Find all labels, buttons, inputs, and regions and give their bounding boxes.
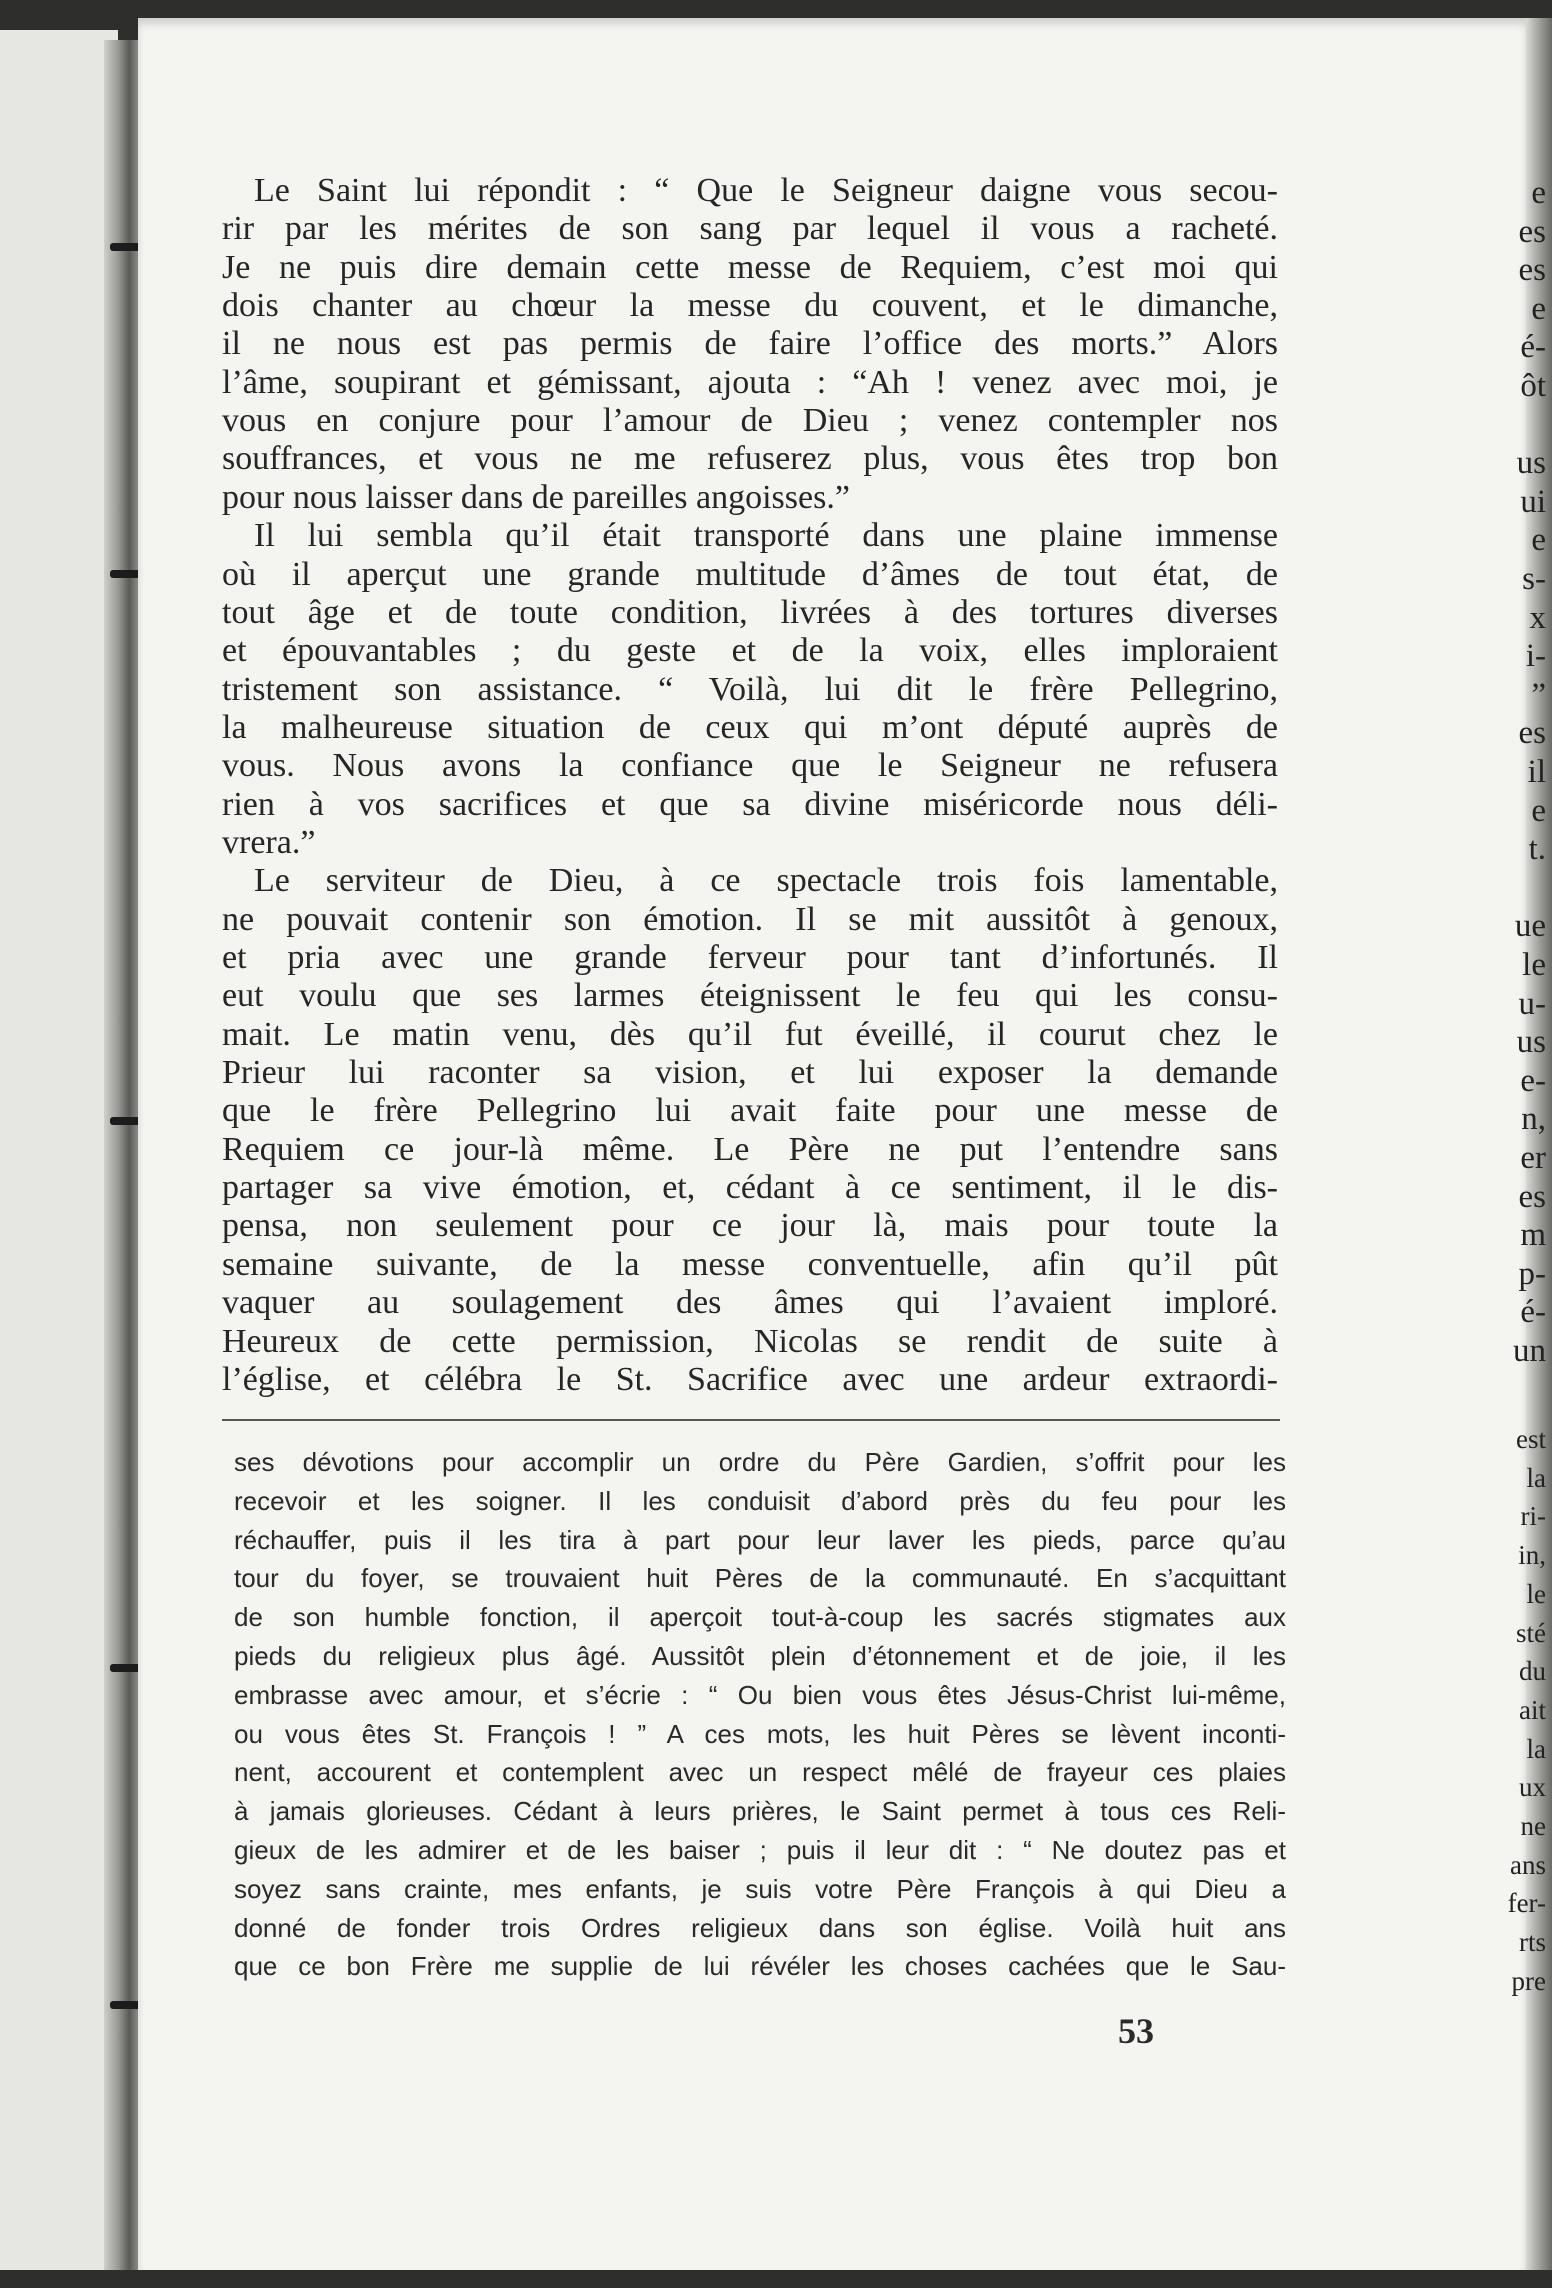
body-line: mait. Le matin venu, dès qu’il fut éveillé, il courut chez le <box>222 1015 1278 1053</box>
left-page-line: e- <box>1520 1062 1546 1099</box>
footnote-line: ou vous êtes St. François ! ” A ces mots, les huit Pères se lèvent inconti- <box>234 1718 1286 1749</box>
body-line: vous. Nous avons la confiance que le Seigneur ne refusera <box>222 747 1278 785</box>
left-page-footnote-line: fer- <box>1507 1888 1546 1919</box>
body-line: Heureux de cette permission, Nicolas se rendit de suite à <box>222 1322 1278 1360</box>
body-line: semaine suivante, de la messe conventuelle, afin qu’il pût <box>222 1245 1278 1283</box>
body-line: tristement son assistance. “ Voilà, lui dit le frère Pellegrino, <box>222 670 1278 708</box>
body-line: vaquer au soulagement des âmes qui l’avaient imploré. <box>222 1284 1278 1322</box>
footnote-line: gieux de les admirer et de les baiser ; puis il leur dit : “ Ne doutez pas et <box>234 1835 1286 1865</box>
left-page-footnote-line: in, <box>1518 1540 1546 1571</box>
left-page-footnote-line: la <box>1526 1462 1546 1493</box>
left-page-line: il <box>1527 754 1546 790</box>
left-page-line: us <box>1516 1024 1546 1061</box>
footnote-line: ses dévotions pour accomplir un ordre du Père Gardien, s’offrit pour les <box>234 1447 1286 1477</box>
left-page-line: p- <box>1518 1255 1546 1292</box>
left-page-line: i- <box>1525 638 1546 675</box>
body-line: que le frère Pellegrino lui avait faite pour une messe de <box>222 1092 1278 1130</box>
left-page-footnote-line: ux <box>1519 1772 1546 1803</box>
body-line: eut voulu que ses larmes éteignissent le feu qui les consu- <box>222 977 1278 1015</box>
body-line: où il aperçut une grande multitude d’âmes de tout état, de <box>222 555 1278 593</box>
left-page-line: e <box>1531 290 1546 327</box>
body-line: pensa, non seulement pour ce jour là, mais pour toute la <box>222 1207 1278 1245</box>
left-page-line: es <box>1518 213 1546 250</box>
body-line: Requiem ce jour-là même. Le Père ne put l’entendre sans <box>222 1130 1278 1168</box>
footnote-line: donné de fonder trois Ordres religieux dans son église. Voilà huit ans <box>234 1912 1286 1943</box>
footnote-line: recevoir et les soigner. Il les conduisit d’abord près du feu pour les <box>234 1485 1286 1516</box>
left-page-line: er <box>1520 1140 1546 1176</box>
left-page-line: t. <box>1528 831 1546 868</box>
left-page-line: es <box>1518 252 1546 289</box>
footnote-rule <box>222 1419 1280 1421</box>
body-line: souffrances, et vous ne me refuserez plus, vous êtes trop bon <box>222 440 1278 478</box>
left-page-footnote-line: ri- <box>1520 1501 1546 1532</box>
left-page-line: ue <box>1514 908 1546 945</box>
footnote-line: pieds du religieux plus âgé. Aussitôt plein d’étonnement et de joie, il les <box>234 1641 1286 1671</box>
left-page-footnote-line: est <box>1516 1424 1546 1454</box>
body-line: Je ne puis dire demain cette messe de Requiem, c’est moi qui <box>222 248 1278 286</box>
footnote-line: à jamais glorieuses. Cédant à leurs prières, le Saint permet à tous ces Reli- <box>234 1796 1286 1827</box>
left-page-footnote-line: la <box>1526 1733 1546 1764</box>
body-line: vous en conjure pour l’amour de Dieu ; venez contempler nos <box>222 402 1278 440</box>
footnote-line: de son humble fonction, il aperçoit tout-à-coup les sacrés stigmates aux <box>234 1602 1286 1633</box>
left-page-line: ” <box>1531 676 1546 713</box>
body-line: vrera.” <box>222 823 316 861</box>
body-line: ne pouvait contenir son émotion. Il se mit aussitôt à genoux, <box>222 900 1278 938</box>
body-line: partager sa vive émotion, et, cédant à ce sentiment, il le dis- <box>222 1169 1278 1207</box>
body-line: Prieur lui raconter sa vision, et lui exposer la demande <box>222 1054 1278 1092</box>
left-page-line: m <box>1520 1217 1546 1254</box>
footnote-line: que ce bon Frère me supplie de lui révéler les choses cachées que le Sau- <box>234 1951 1286 1982</box>
body-line: la malheureuse situation de ceux qui m’ont député auprès de <box>222 708 1278 746</box>
left-page-line: es <box>1518 1178 1546 1215</box>
left-page-footnote-line: le <box>1526 1578 1546 1609</box>
left-page-line: us <box>1516 445 1546 482</box>
body-line: tout âge et de toute condition, livrées à des tortures diverses <box>222 593 1278 631</box>
left-page-line: e <box>1531 522 1546 559</box>
left-page-line: es <box>1518 715 1546 752</box>
left-page-line: é- <box>1520 329 1546 366</box>
left-page-footnote-line: du <box>1519 1656 1546 1687</box>
left-page-line: ôt <box>1520 368 1546 404</box>
body-line: Le Saint lui répondit : “ Que le Seigneur daigne vous secou- <box>254 172 1278 209</box>
body-line: l’église, et célébra le St. Sacrifice avec une ardeur extraordi- <box>222 1360 1278 1398</box>
left-page-line: le <box>1522 947 1546 983</box>
left-page-footnote-line: ait <box>1519 1694 1546 1725</box>
left-page <box>0 30 118 2270</box>
left-page-line: é- <box>1520 1294 1546 1331</box>
body-line: l’âme, soupirant et gémissant, ajouta : “Ah ! venez avec moi, je <box>222 363 1278 401</box>
left-page-line: e <box>1531 175 1546 211</box>
left-page-line: n, <box>1521 1101 1546 1138</box>
left-page-footnote-line: ans <box>1510 1849 1546 1880</box>
left-page-footnote-line: rts <box>1519 1927 1546 1958</box>
body-line: dois chanter au chœur la messe du couvent, et le dimanche, <box>222 287 1278 325</box>
body-line: pour nous laisser dans de pareilles angoisses.” <box>222 478 850 516</box>
footnote-line: nent, accourent et contemplent avec un respect mêlé de frayeur ces plaies <box>234 1757 1286 1788</box>
footnote-line: tour du foyer, se trouvaient huit Pères de la communauté. En s’acquittant <box>234 1563 1286 1594</box>
left-page-line: x <box>1529 599 1546 636</box>
left-page-footnote-line: pre <box>1511 1965 1546 1996</box>
body-line: il ne nous est pas permis de faire l’office des morts.” Alors <box>222 325 1278 363</box>
body-line: rien à vos sacrifices et que sa divine miséricorde nous déli- <box>222 785 1278 823</box>
page-number: 53 <box>1118 2011 1154 2051</box>
body-line: Il lui sembla qu’il était transporté dans une plaine immense <box>254 517 1278 555</box>
body-line: et pria avec une grande ferveur pour tant d’infortunés. Il <box>222 939 1278 976</box>
left-page-line: un <box>1513 1333 1546 1369</box>
left-page-line: ui <box>1520 483 1546 520</box>
left-page-line: e <box>1531 792 1546 829</box>
body-line: rir par les mérites de son sang par lequel il vous a racheté. <box>222 210 1278 248</box>
body-line: Le serviteur de Dieu, à ce spectacle trois fois lamentable, <box>254 862 1278 900</box>
left-page-line: u- <box>1518 985 1546 1022</box>
left-page-footnote-line: sté <box>1516 1617 1546 1648</box>
footnote-line: réchauffer, puis il les tira à part pour leur laver les pieds, parce qu’au <box>234 1524 1286 1555</box>
footnote-line: embrasse avec amour, et s’écrie : “ Ou bien vous êtes Jésus-Christ lui-même, <box>234 1679 1286 1710</box>
left-page-footnote-line: ne <box>1520 1811 1546 1841</box>
footnote-line: soyez sans crainte, mes enfants, je suis votre Père François à qui Dieu a <box>234 1873 1286 1904</box>
body-line: et épouvantables ; du geste et de la voix, elles imploraient <box>222 632 1278 670</box>
left-page-line: s- <box>1522 561 1546 597</box>
